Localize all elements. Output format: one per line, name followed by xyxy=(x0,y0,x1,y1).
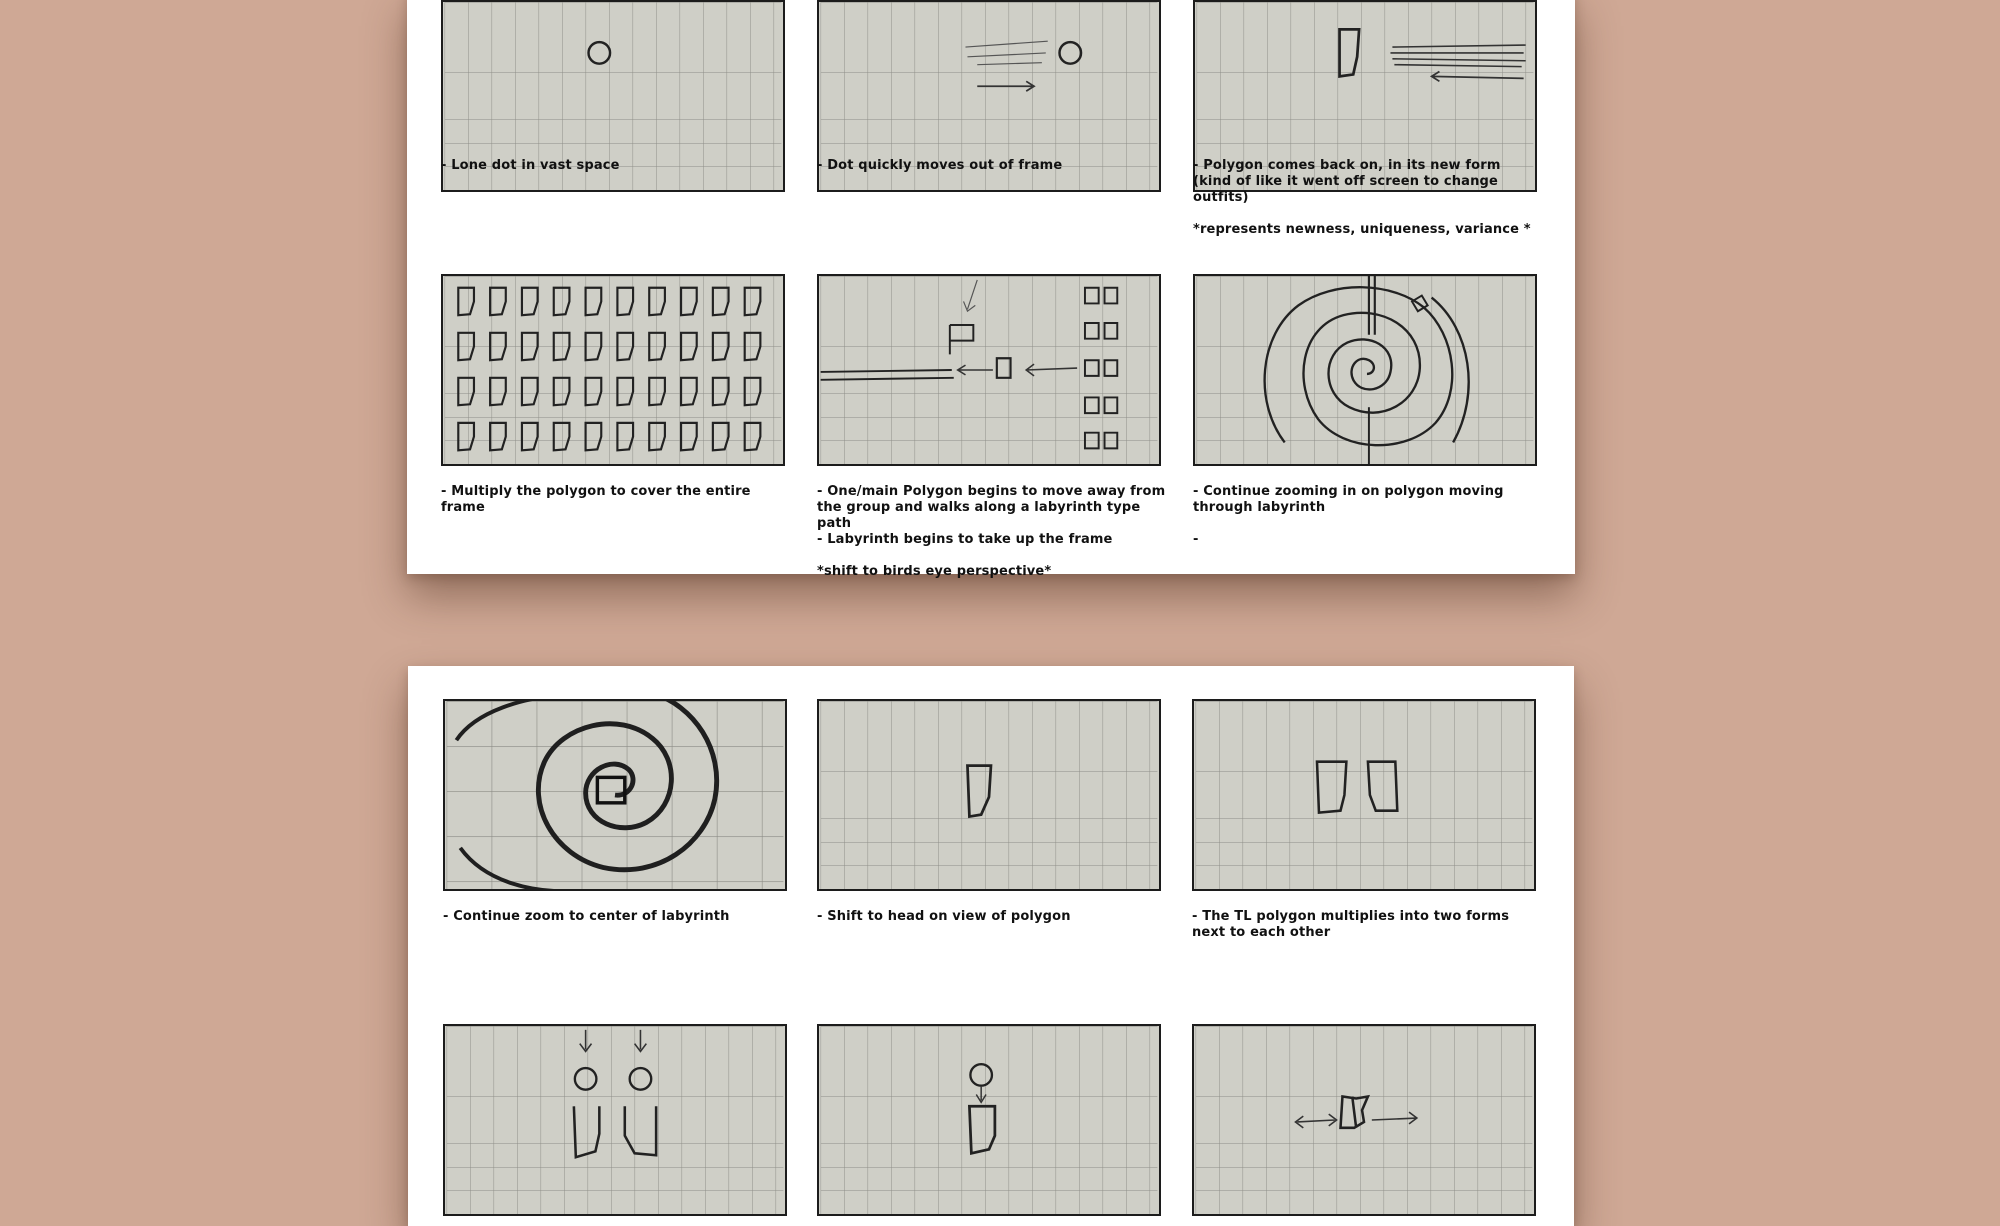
panel-frame-labyrinth-center xyxy=(443,699,787,891)
panel-frame-dot-onto-polygon xyxy=(817,1024,1161,1216)
panel-caption: - Lone dot in vast space xyxy=(441,158,620,173)
panel-frame-polygon-grid xyxy=(441,274,785,466)
panel-frame-two-polygons xyxy=(1192,699,1536,891)
panel-caption: - Dot quickly moves out of frame xyxy=(817,158,1063,173)
storyboard-sheet-2 xyxy=(408,666,1574,1226)
panel-caption: - Continue zoom to center of labyrinth xyxy=(443,909,730,924)
panel-frame-polygon-splitting xyxy=(1192,1024,1536,1216)
panel-frame-labyrinth xyxy=(1193,274,1537,466)
panel-caption: - One/main Polygon begins to move away from the group and walks along a labyrinth type path - Labyrinth begins to take up the frame *shift to birds eye perspective* xyxy=(817,484,1166,579)
panel-caption: - Polygon comes back on, in its new form (kind of like it went off screen to change outfits) *represents newness, uniqueness, variance * xyxy=(1193,158,1531,237)
panel-caption: - Continue zooming in on polygon moving through labyrinth - xyxy=(1193,484,1504,547)
panel-caption: - The TL polygon multiplies into two forms next to each other xyxy=(1192,909,1510,940)
panel-caption: - Multiply the polygon to cover the entire frame xyxy=(441,484,751,515)
panel-frame-head-on-polygon xyxy=(817,699,1161,891)
panel-frame-two-dots-descending xyxy=(443,1024,787,1216)
storyboard-sheet-1 xyxy=(407,0,1575,579)
panel-frame-polygon-path xyxy=(817,274,1161,466)
panel-caption: - Shift to head on view of polygon xyxy=(817,909,1071,924)
